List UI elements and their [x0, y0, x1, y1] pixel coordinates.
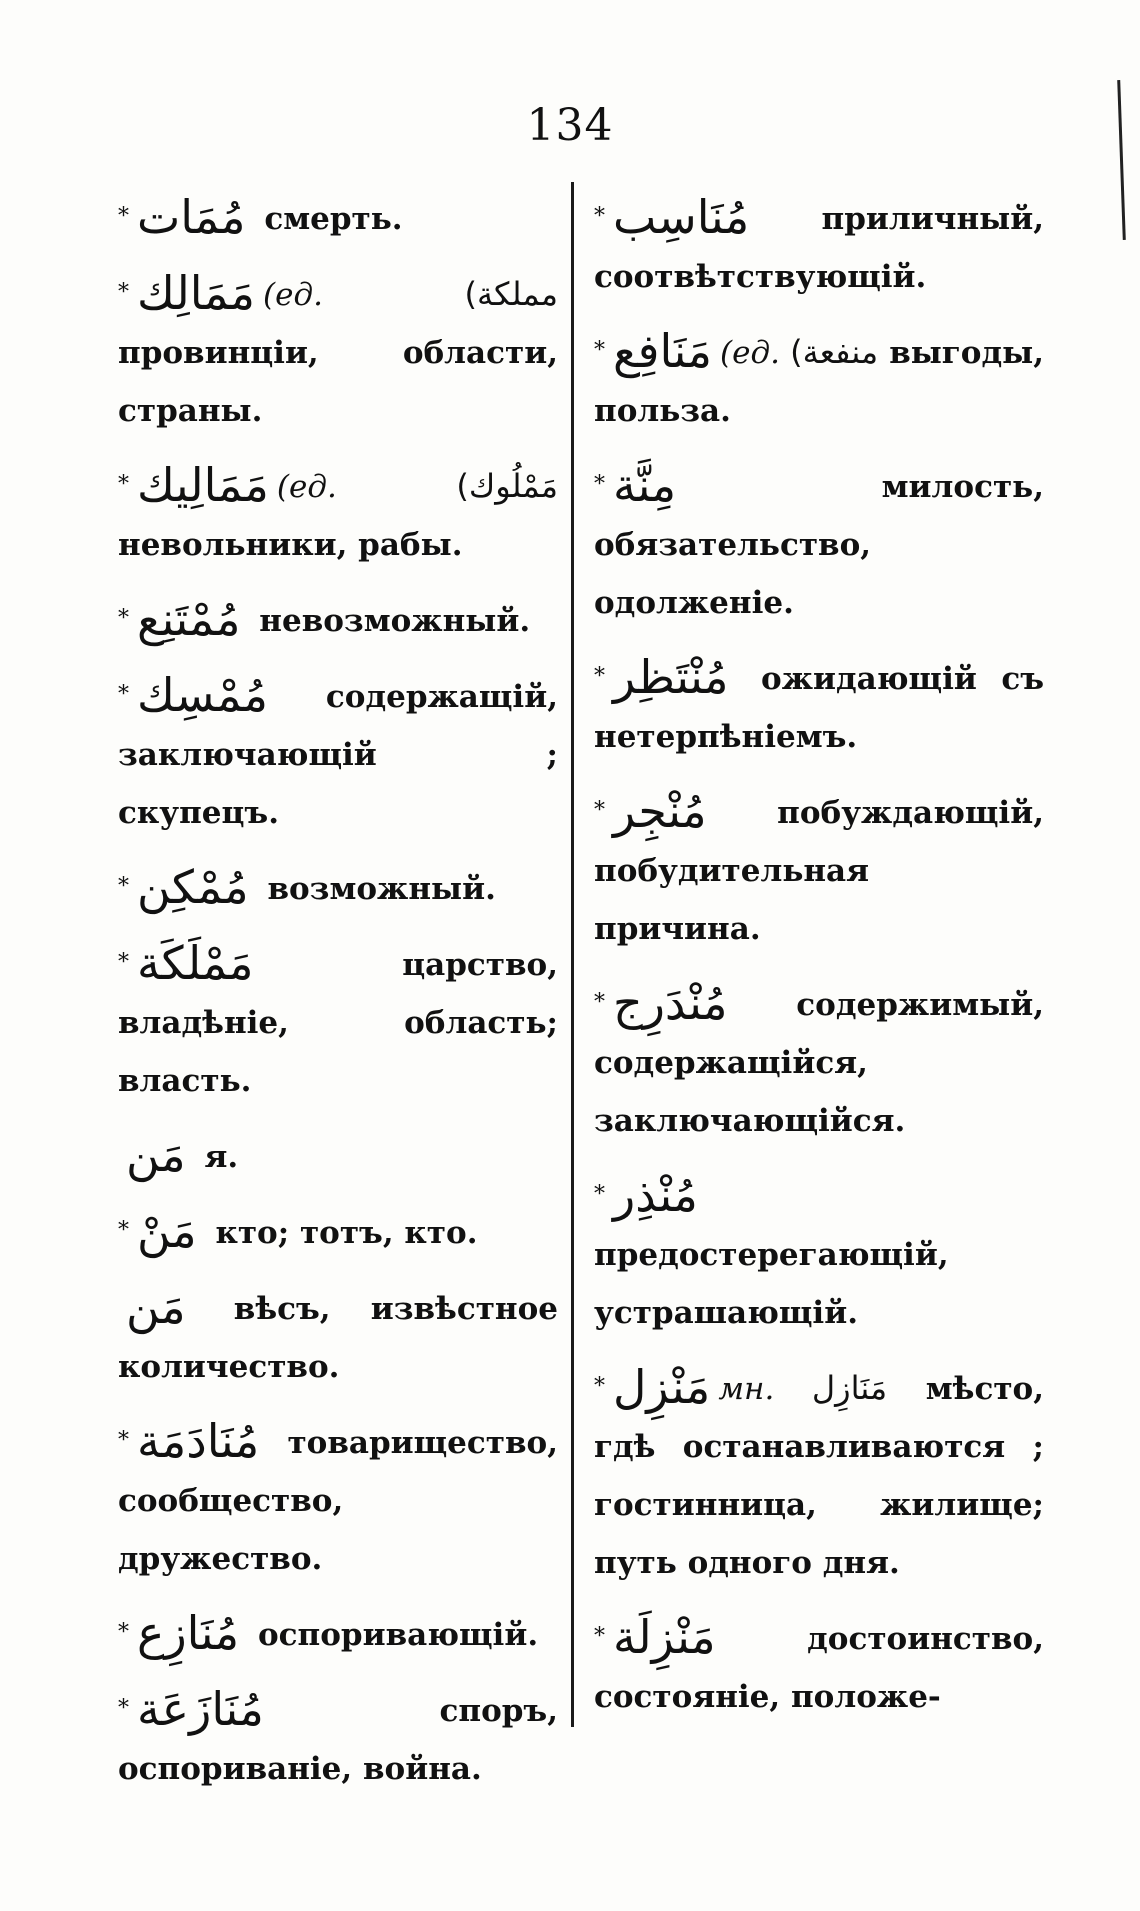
left-column [118, 188, 558, 1814]
russian-gloss: содержимый, содержащійся, заключающійся. [594, 987, 1044, 1139]
entry-note [263, 277, 558, 313]
arabic-headword: مُنْدَرِج [613, 976, 728, 1030]
arabic-headword: مُمْسِك [137, 668, 269, 722]
dictionary-entry [118, 1126, 558, 1186]
dictionary-entry [594, 1358, 1044, 1592]
arabic-headword: مُنَاسِب [613, 190, 750, 244]
entry-star: * [118, 1696, 129, 1721]
arabic-headword: مَمَالِك [137, 266, 256, 320]
russian-gloss: смерть. [264, 201, 403, 237]
dictionary-entry [118, 188, 558, 248]
arabic-headword: مُنَازَعَة [137, 1682, 264, 1736]
russian-gloss: мѣсто, гдѣ останавливаются ; гостинница, жилище; путь одного дня. [594, 1371, 1044, 1581]
arabic-headword: مَن [126, 1280, 186, 1334]
arabic-headword: مَن [126, 1128, 186, 1182]
dictionary-entry [594, 974, 1044, 1150]
dictionary-entry [118, 1202, 558, 1262]
note-arabic-word: مَمْلُوك) [456, 467, 558, 505]
russian-gloss: невозможный. [259, 603, 531, 639]
russian-gloss: ожидающій съ нетерпѣніемъ. [594, 661, 1044, 755]
russian-gloss: милость, обязательство, одолженіе. [594, 469, 1044, 621]
note-abbreviation: (ед. [276, 469, 337, 505]
russian-gloss: царство, владѣніе, область; власть. [118, 947, 558, 1099]
entry-star: * [118, 950, 129, 975]
arabic-headword: مَمَالِيك [137, 458, 269, 512]
russian-gloss: вѣсъ, извѣстное количество. [118, 1291, 558, 1385]
arabic-headword: مُمَات [137, 190, 246, 244]
russian-gloss: я. [204, 1139, 239, 1175]
entry-note [720, 335, 878, 371]
dictionary-entry [118, 666, 558, 842]
entry-star: * [594, 798, 605, 823]
entry-star: * [594, 472, 605, 497]
right-column [594, 188, 1044, 1742]
dictionary-entry [594, 782, 1044, 958]
dictionary-entry [118, 590, 558, 650]
arabic-headword: مَمْلَكَة [137, 936, 254, 990]
arabic-headword: مَنْزِلَة [613, 1610, 716, 1664]
arabic-headword: مُنْتَظِر [613, 650, 729, 704]
russian-gloss: кто; тотъ, кто. [215, 1215, 478, 1251]
note-abbreviation: (ед. [720, 335, 780, 371]
russian-gloss: оспоривающій. [258, 1617, 539, 1653]
dictionary-entry [594, 1608, 1044, 1726]
russian-gloss: содержащій, заключающій ; скупецъ. [118, 679, 558, 831]
entry-star: * [118, 682, 129, 707]
russian-gloss: невольники, рабы. [118, 527, 463, 563]
russian-gloss: провинціи, области, страны. [118, 335, 558, 429]
russian-gloss: побуждающій, побудительная причина. [594, 795, 1044, 947]
note-arabic-word: منفعة) [790, 333, 879, 371]
dictionary-entry [118, 264, 558, 440]
dictionary-entry [594, 188, 1044, 306]
arabic-headword: مَنَافِع [613, 324, 713, 378]
page-number: 134 [526, 100, 614, 151]
entry-star: * [594, 664, 605, 689]
dictionary-entry [118, 934, 558, 1110]
note-abbreviation: (ед. [263, 277, 323, 313]
entry-star: * [118, 204, 129, 229]
entry-star: * [594, 1374, 605, 1399]
entry-star: * [118, 1218, 129, 1243]
arabic-headword: مَنْ [137, 1204, 197, 1258]
entry-star: * [594, 1624, 605, 1649]
russian-gloss: возможный. [267, 871, 496, 907]
entry-star: * [594, 1182, 605, 1207]
arabic-headword: مُنَادَمَة [137, 1414, 260, 1468]
note-arabic-word: مملكة) [464, 275, 558, 313]
dictionary-entry [594, 648, 1044, 766]
russian-gloss: приличный, соотвѣтствующій. [594, 201, 1044, 295]
column-divider [571, 182, 574, 1727]
arabic-headword: مَنْزِل [613, 1360, 711, 1414]
entry-star: * [118, 606, 129, 631]
russian-gloss: предостерегающій, устрашающій. [594, 1237, 949, 1331]
note-arabic-word: مَنَازِل [811, 1369, 888, 1407]
entry-star: * [594, 204, 605, 229]
arabic-headword: مِنَّة [613, 458, 677, 512]
dictionary-entry [594, 322, 1044, 440]
note-abbreviation: мн. [718, 1371, 775, 1407]
dictionary-entry [118, 858, 558, 918]
entry-star: * [594, 338, 605, 363]
russian-gloss: споръ, оспориваніе, война. [118, 1693, 558, 1787]
arabic-headword: مُنْذِر [613, 1168, 698, 1222]
entry-star: * [594, 990, 605, 1015]
russian-gloss: товарищество, сообщество, дружество. [118, 1425, 558, 1577]
russian-gloss: выгоды, польза. [594, 335, 1045, 429]
entry-star: * [118, 472, 129, 497]
dictionary-entry [118, 1604, 558, 1664]
arabic-headword: مُنْجِر [613, 784, 707, 838]
entry-star: * [118, 874, 129, 899]
dictionary-entry [118, 1412, 558, 1588]
arabic-headword: مُنَازِع [137, 1606, 240, 1660]
dictionary-entry [118, 1278, 558, 1396]
arabic-headword: مُمْتَنِع [137, 592, 241, 646]
entry-star: * [118, 1620, 129, 1645]
entry-star: * [118, 280, 129, 305]
entry-note [277, 469, 558, 505]
dictionary-entry [118, 456, 558, 574]
dictionary-entry [118, 1680, 558, 1798]
dictionary-entry [594, 1166, 1044, 1342]
entry-star: * [118, 1428, 129, 1453]
entry-note [718, 1371, 887, 1407]
arabic-headword: مُمْكِن [137, 860, 249, 914]
dictionary-entry [594, 456, 1044, 632]
russian-gloss: достоинство, состояніе, положе- [594, 1621, 1044, 1715]
